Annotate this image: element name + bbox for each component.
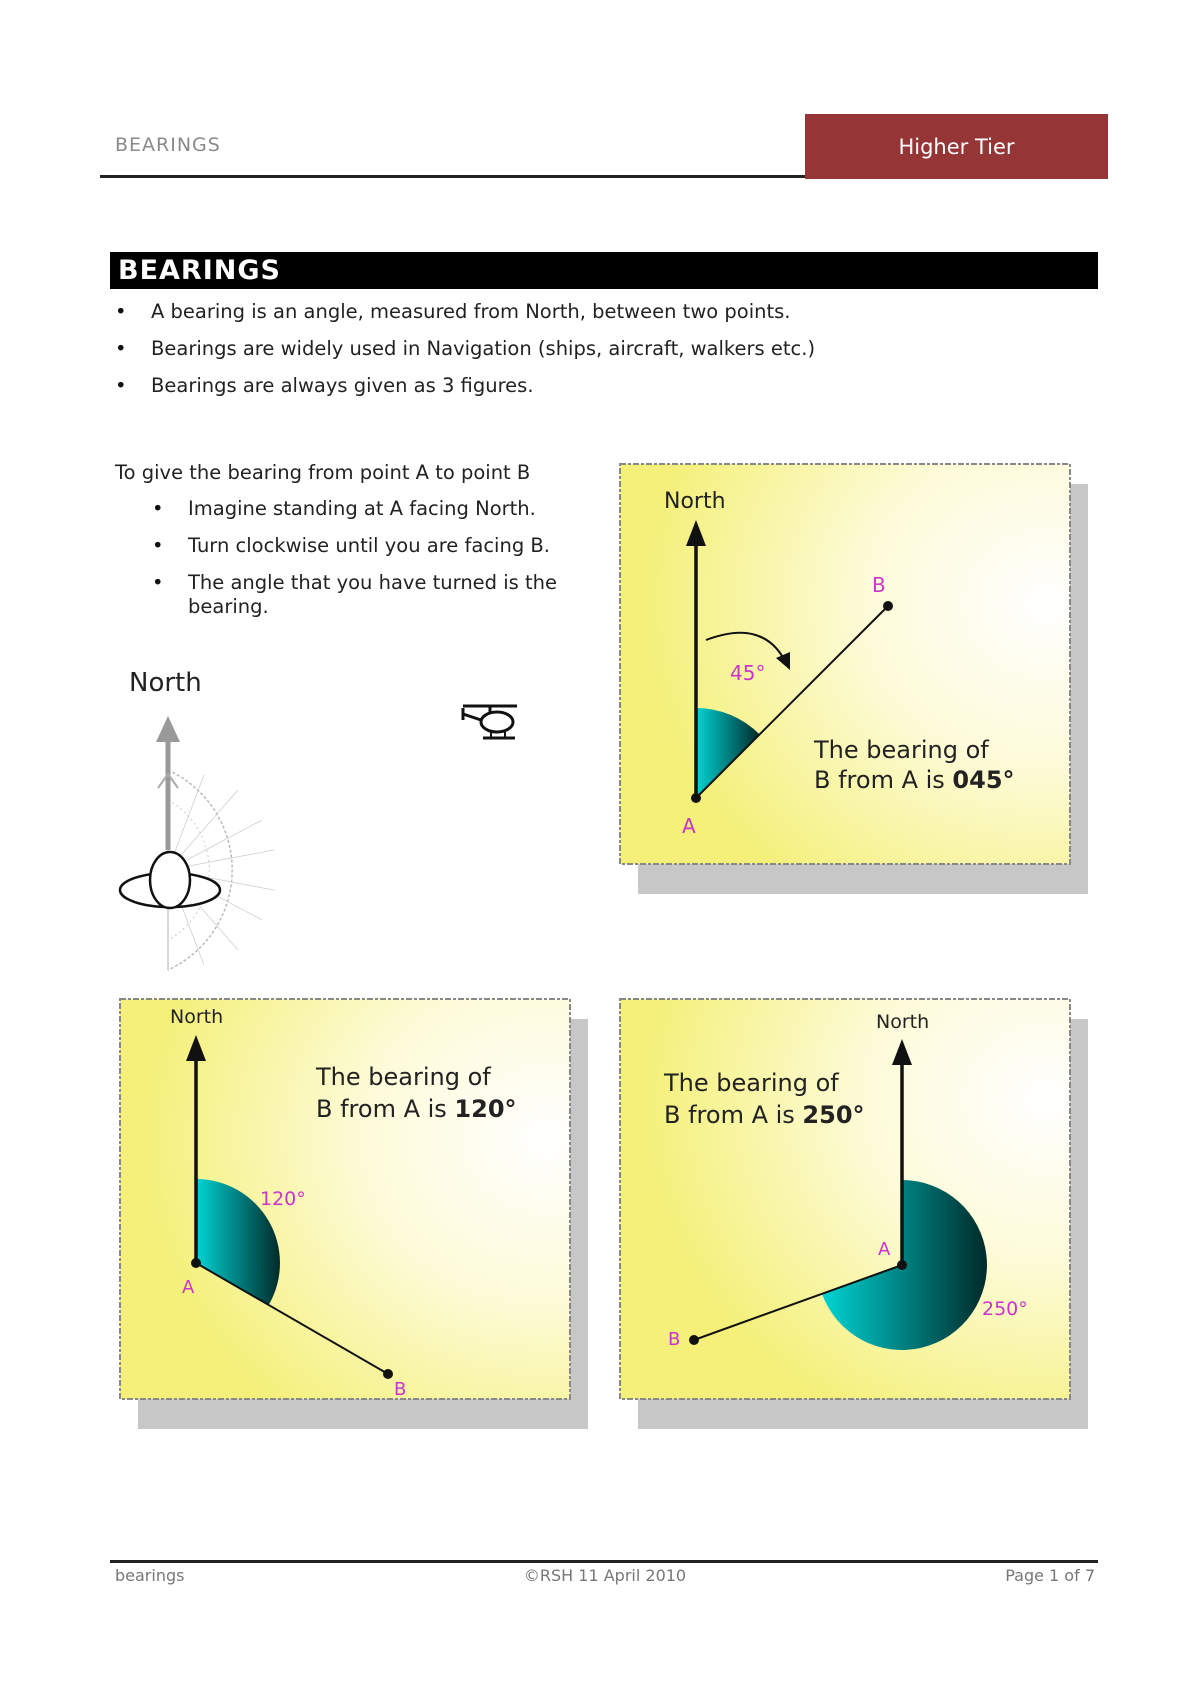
point-a-dot: [191, 1258, 201, 1268]
section-title: BEARINGS: [110, 252, 1098, 289]
bearing-card-250: [614, 993, 1094, 1443]
card-caption-line2: [664, 1101, 865, 1129]
card-north-label: North: [170, 1006, 224, 1028]
point-b-dot: [689, 1335, 699, 1345]
card-point-b: B: [394, 1379, 407, 1400]
point-a-dot: [691, 793, 701, 803]
card-point-b: B: [872, 573, 886, 597]
step-item: • The angle that you have turned is the bearing.: [188, 571, 578, 619]
footer-right: Page 1 of 7: [1005, 1566, 1095, 1585]
card-angle-label: 250°: [982, 1298, 1028, 1320]
intro-bullet: • A bearing is an angle, measured from North, between two points.: [151, 300, 1091, 323]
point-b-dot: [383, 1369, 393, 1379]
card-north-label: North: [664, 489, 726, 514]
person-protractor-illustration: [112, 710, 292, 980]
bearing-card-120: [114, 993, 594, 1443]
card-paper: [620, 999, 1070, 1399]
step-item: • Turn clockwise until you are facing B.: [188, 534, 578, 558]
card-point-a: A: [878, 1239, 891, 1260]
card-point-a: A: [182, 1277, 195, 1298]
intro-bullet: • Bearings are always given as 3 figures.: [151, 374, 1091, 397]
steps-list: [188, 497, 578, 632]
helicopter-icon: [457, 700, 523, 744]
card-point-a: A: [682, 814, 696, 838]
card-caption-line2: [316, 1095, 517, 1123]
bearing-card-045: [614, 458, 1094, 908]
footer-rule: [110, 1560, 1098, 1563]
point-b-dot: [883, 601, 893, 611]
card-caption-value: 045°: [952, 766, 1015, 794]
card-angle-label: 45°: [730, 661, 766, 685]
point-a-dot: [897, 1260, 907, 1270]
steps-intro: To give the bearing from point A to point B: [115, 461, 531, 484]
footer-left: bearings: [115, 1566, 185, 1585]
card-point-b: B: [668, 1329, 681, 1350]
card-caption-line2: [814, 766, 1015, 794]
card-paper: [620, 464, 1070, 864]
tier-label: Higher Tier: [898, 134, 1015, 159]
card-caption-value: 250°: [802, 1101, 865, 1129]
card-caption-prefix: B from A is: [316, 1095, 455, 1123]
card-caption-line1: The bearing of: [316, 1063, 491, 1091]
document-label: BEARINGS: [115, 134, 221, 156]
intro-bullet: • Bearings are widely used in Navigation (ships, aircraft, walkers etc.): [151, 337, 1091, 360]
footer-center: ©RSH 11 April 2010: [523, 1566, 687, 1585]
step-item: • Imagine standing at A facing North.: [188, 497, 578, 521]
header-rule: [100, 175, 805, 178]
tier-badge: [805, 114, 1108, 179]
illustration-north-label: North: [129, 668, 202, 698]
card-caption-line1: The bearing of: [814, 736, 989, 764]
card-caption-line1: The bearing of: [664, 1069, 839, 1097]
card-angle-label: 120°: [260, 1188, 306, 1210]
card-caption-prefix: B from A is: [664, 1101, 803, 1129]
intro-bullet-list: [151, 300, 1091, 411]
card-caption-value: 120°: [454, 1095, 517, 1123]
card-caption-prefix: B from A is: [814, 766, 953, 794]
card-north-label: North: [876, 1011, 930, 1033]
